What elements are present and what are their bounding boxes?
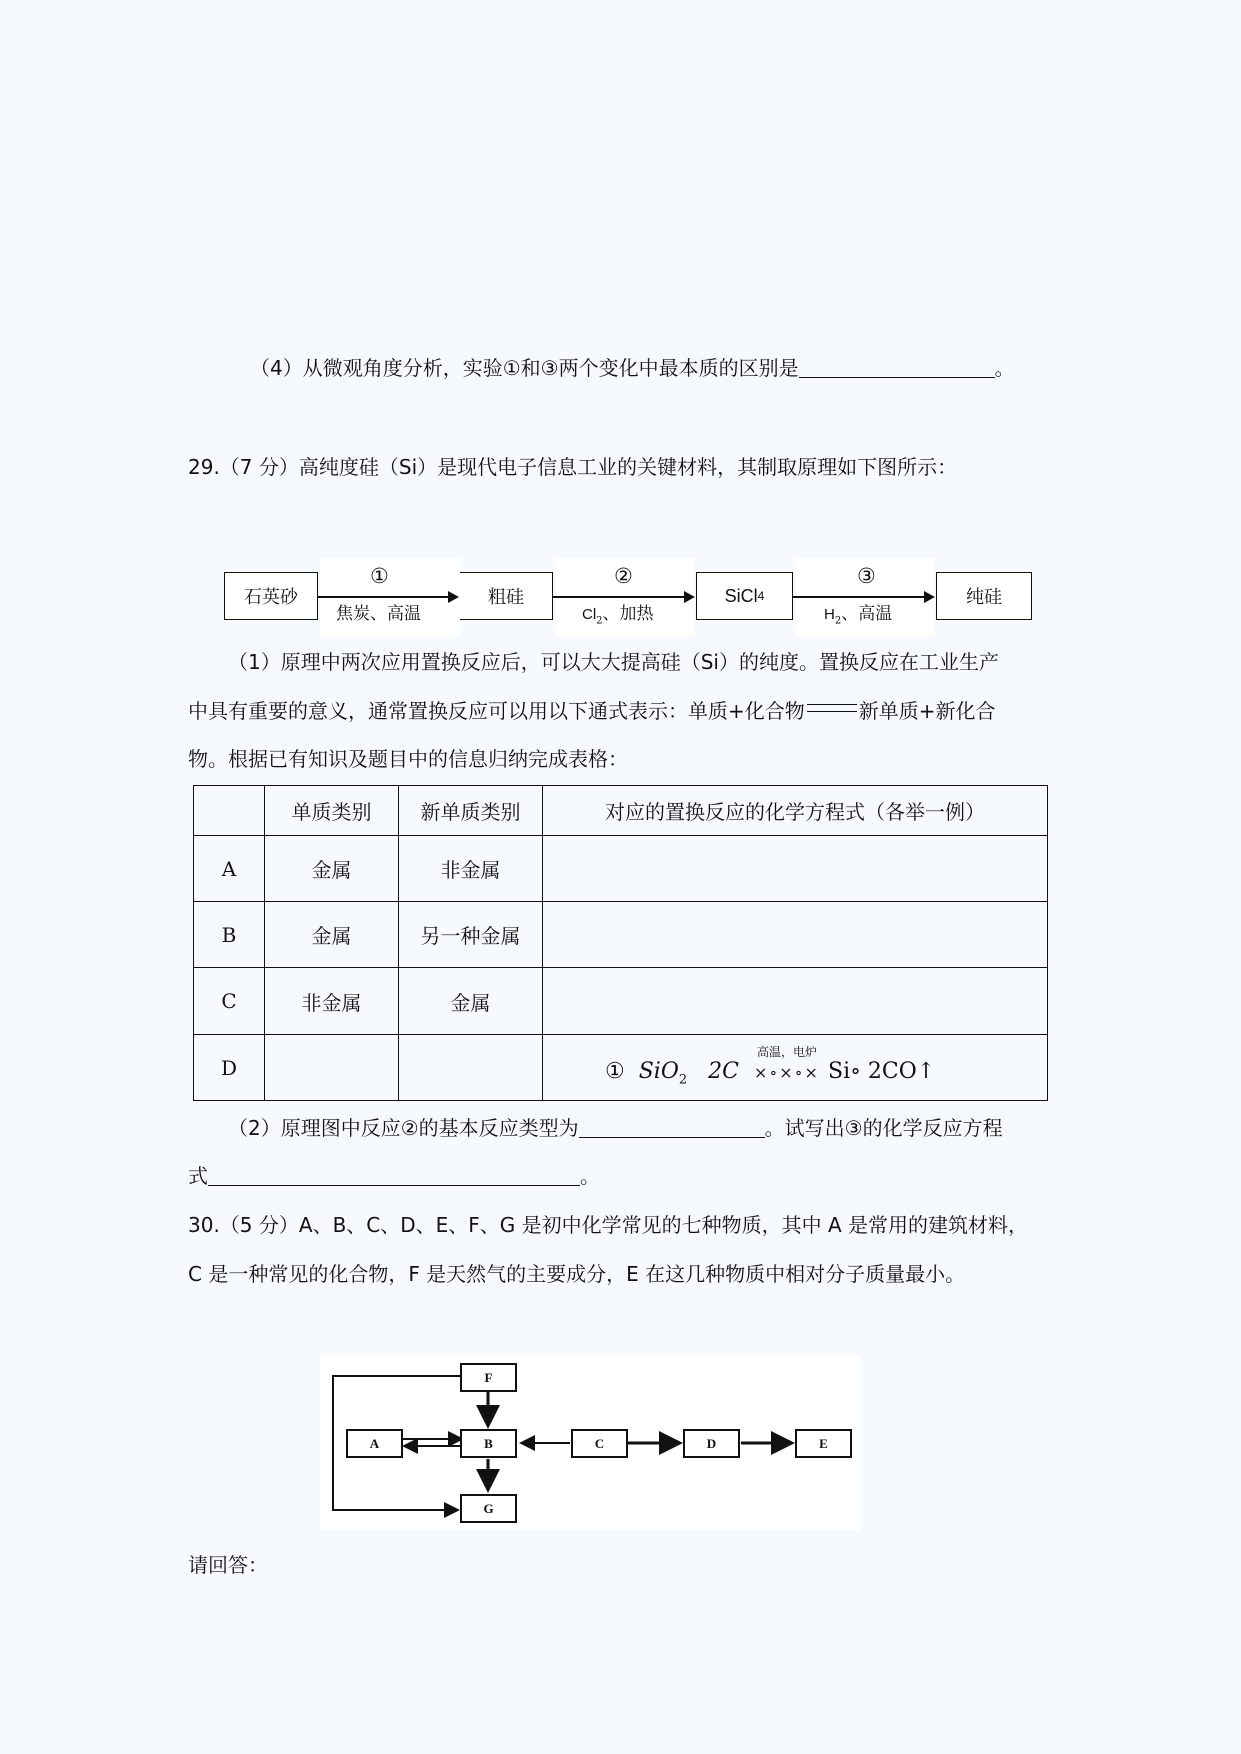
node-b: B bbox=[460, 1429, 517, 1458]
flow-arrow-3-head bbox=[924, 591, 935, 603]
equation-answer-cell[interactable] bbox=[543, 836, 1048, 902]
table-header-row bbox=[194, 786, 1048, 836]
node-e: E bbox=[795, 1429, 852, 1458]
step3-number: ③ bbox=[857, 564, 876, 588]
table-header-cell: 对应的置换反应的化学方程式（各举一例） bbox=[543, 786, 1048, 836]
equals-sign bbox=[807, 704, 857, 712]
q30-relation-diagram bbox=[320, 1355, 860, 1531]
q29-p2-line1: （2）原理图中反应②的基本反应类型为 。试写出③的化学反应方程 bbox=[228, 1116, 1003, 1140]
flow-arrow-2-line bbox=[553, 596, 685, 598]
flow-arrow-2-head bbox=[684, 591, 695, 603]
reaction-arrow-marks: ×∘×∘× bbox=[754, 1063, 820, 1082]
table-row bbox=[194, 836, 1048, 902]
flow-box-pure-silicon: 纯硅 bbox=[936, 572, 1032, 620]
row-label: D bbox=[194, 1035, 265, 1101]
reaction-condition: 高温，电炉 bbox=[757, 1045, 818, 1059]
q30-line1: 30.（5 分）A、B、C、D、E、F、G 是初中化学常见的七种物质，其中 A 是常用的建筑材料， bbox=[188, 1213, 1029, 1237]
step2-number: ② bbox=[614, 564, 633, 588]
equation-d: ① SiO$_2$ 2C ×∘×∘× Si∘ 2CO↑ bbox=[605, 1059, 936, 1088]
step3-condition: $H_2$、高温 bbox=[824, 604, 893, 627]
answer-cell[interactable] bbox=[399, 1035, 543, 1101]
node-c: C bbox=[571, 1429, 628, 1458]
node-g: G bbox=[460, 1494, 517, 1523]
q29-p1-line1: （1）原理中两次应用置换反应后，可以大大提高硅（Si）的纯度。置换反应在工业生产 bbox=[228, 650, 999, 674]
node-a: A bbox=[346, 1429, 403, 1458]
flow-box-quartz-sand: 石英砂 bbox=[224, 572, 318, 620]
answer-table bbox=[193, 785, 1048, 1101]
flow-box-crude-silicon: 粗硅 bbox=[459, 572, 553, 620]
q28-part4-answer-blank[interactable] bbox=[799, 357, 995, 378]
table-header-cell: 新单质类别 bbox=[399, 786, 543, 836]
step1-condition: 焦炭、高温 bbox=[336, 604, 421, 624]
equation-cell-d bbox=[543, 1035, 1048, 1101]
step2-condition: $Cl_2$、加热 bbox=[582, 604, 654, 627]
table-row bbox=[194, 1035, 1048, 1101]
table-row bbox=[194, 902, 1048, 968]
table-header-cell bbox=[194, 786, 265, 836]
table-cell: 非金属 bbox=[265, 968, 399, 1035]
step1-number: ① bbox=[370, 564, 389, 588]
answer-cell[interactable] bbox=[265, 1035, 399, 1101]
q28-part4-text: （4）从微观角度分析，实验①和③两个变化中最本质的区别是 bbox=[250, 356, 799, 380]
table-cell: 非金属 bbox=[399, 836, 543, 902]
table-cell: 另一种金属 bbox=[399, 902, 543, 968]
q28-part4 bbox=[250, 356, 1015, 380]
q30-line2: C 是一种常见的化合物，F 是天然气的主要成分，E 在这几种物质中相对分子质量最小。 bbox=[188, 1262, 966, 1286]
flow-box-sicl4: SiCl 4 bbox=[696, 572, 793, 620]
flow-arrow-3-line bbox=[793, 596, 925, 598]
table-cell: 金属 bbox=[265, 902, 399, 968]
row-label: B bbox=[194, 902, 265, 968]
row-label: C bbox=[194, 968, 265, 1035]
q28-part4-end: 。 bbox=[994, 356, 1015, 380]
table-cell: 金属 bbox=[399, 968, 543, 1035]
equation-answer-cell[interactable] bbox=[543, 902, 1048, 968]
node-d: D bbox=[683, 1429, 740, 1458]
q29-p1-line2: 中具有重要的意义，通常置换反应可以用以下通式表示：单质+化合物 新单质+新化合 bbox=[188, 699, 996, 723]
flow-arrow-1-head bbox=[448, 591, 459, 603]
node-f: F bbox=[460, 1363, 517, 1392]
equation-blank[interactable] bbox=[208, 1165, 580, 1186]
reaction-type-blank[interactable] bbox=[579, 1117, 765, 1138]
table-header-cell: 单质类别 bbox=[265, 786, 399, 836]
q29-heading: 29.（7 分）高纯度硅（Si）是现代电子信息工业的关键材料，其制取原理如下图所示： bbox=[188, 455, 958, 479]
equation-answer-cell[interactable] bbox=[543, 968, 1048, 1035]
q29-p1-line3: 物。根据已有知识及题目中的信息归纳完成表格： bbox=[188, 747, 628, 771]
q29-p2-line2: 式 。 bbox=[188, 1164, 600, 1188]
row-label: A bbox=[194, 836, 265, 902]
flow-arrow-1-line bbox=[318, 596, 449, 598]
table-cell: 金属 bbox=[265, 836, 399, 902]
q30-answer-prompt: 请回答： bbox=[188, 1553, 268, 1577]
table-row bbox=[194, 968, 1048, 1035]
